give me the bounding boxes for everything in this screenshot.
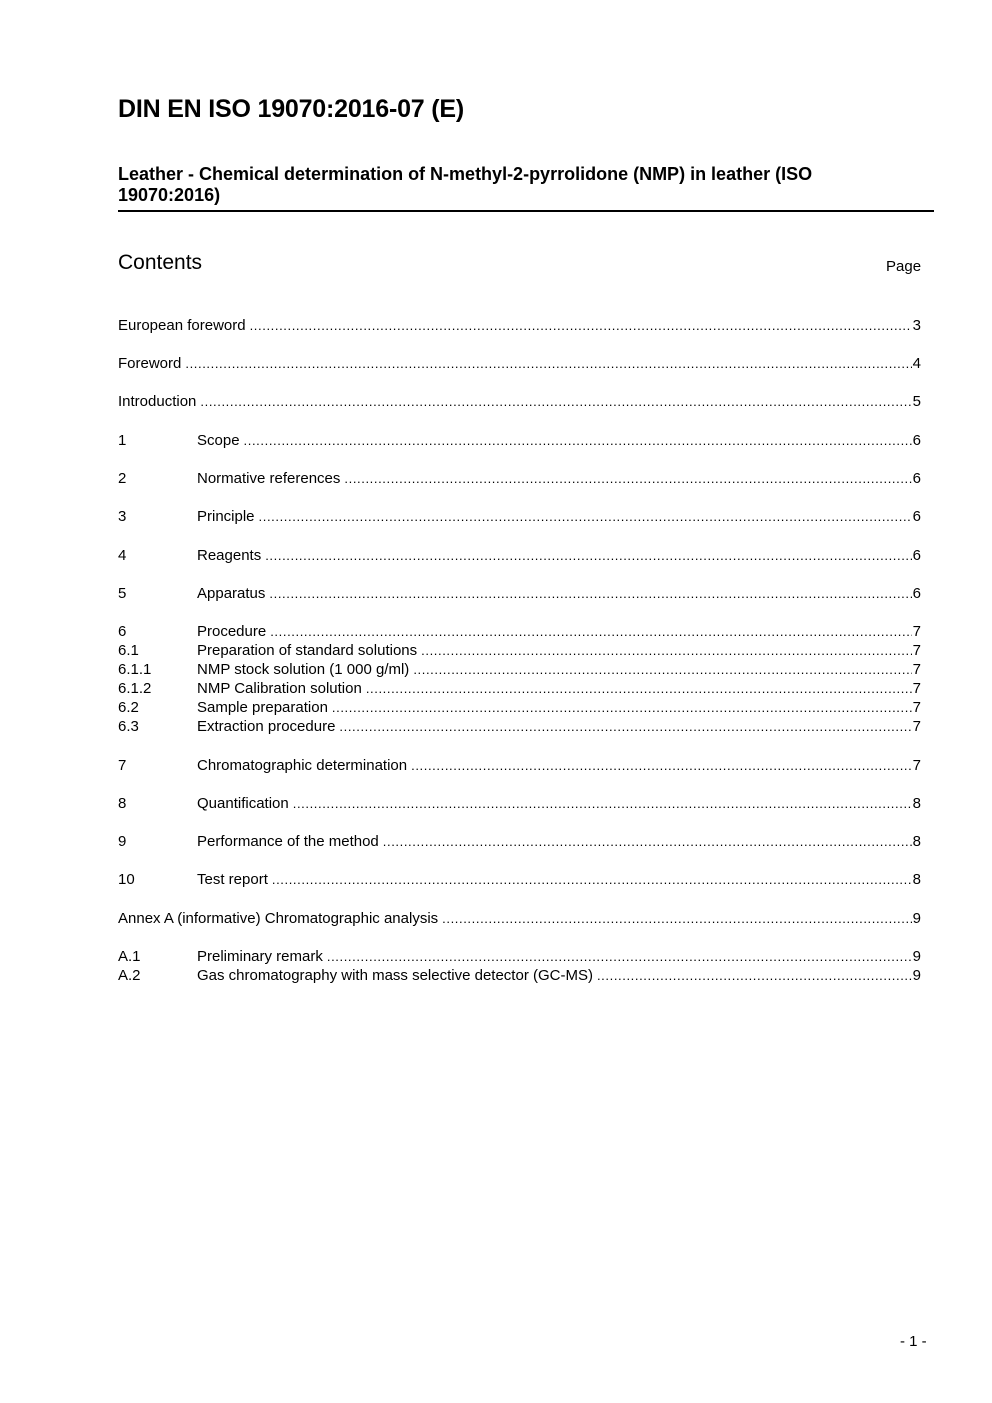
dot-leader xyxy=(339,717,911,736)
dot-leader xyxy=(259,507,912,526)
toc-entry-label: NMP Calibration solution xyxy=(197,680,362,697)
toc-entry-nmp-calibration-solution[interactable] xyxy=(118,679,921,698)
dot-leader xyxy=(244,431,912,450)
toc-entry-label: Foreword xyxy=(118,355,182,372)
toc-entry-page: 7 xyxy=(912,661,921,678)
toc-entry-test-report[interactable] xyxy=(118,870,921,889)
toc-entry-number: 8 xyxy=(118,795,127,812)
toc-entry-label: Chromatographic determination xyxy=(197,757,408,774)
toc-entry-page: 8 xyxy=(912,871,921,888)
toc-entry-label: European foreword xyxy=(118,317,246,334)
toc-entry-number: 3 xyxy=(118,508,127,525)
toc-entry-number: 5 xyxy=(118,585,127,602)
dot-leader xyxy=(411,756,912,775)
toc-entry-number: 6 xyxy=(118,623,127,640)
dot-leader xyxy=(272,870,912,889)
dot-leader xyxy=(421,641,912,660)
toc-entry-number: 4 xyxy=(118,547,127,564)
toc-entry-label: NMP stock solution (1 000 g/ml) xyxy=(197,661,410,678)
toc-entry-label: Procedure xyxy=(197,623,267,640)
dot-leader xyxy=(250,316,912,335)
dot-leader xyxy=(383,832,912,851)
dot-leader xyxy=(265,546,911,565)
toc-entry-page: 8 xyxy=(912,833,921,850)
toc-entry-normative-references[interactable] xyxy=(118,469,921,488)
dot-leader xyxy=(200,392,911,411)
toc-entry-page: 6 xyxy=(912,547,921,564)
toc-entry-number: 1 xyxy=(118,432,127,449)
toc-entry-foreword[interactable] xyxy=(118,354,921,373)
toc-entry-page: 6 xyxy=(912,508,921,525)
dot-leader xyxy=(413,660,911,679)
toc-entry-page: 7 xyxy=(912,757,921,774)
dot-leader xyxy=(269,584,911,603)
toc-entry-page: 6 xyxy=(912,585,921,602)
toc-entry-page: 7 xyxy=(912,642,921,659)
toc-entry-page: 9 xyxy=(912,910,921,927)
toc-entry-number: A.2 xyxy=(118,967,141,984)
dot-leader xyxy=(332,698,912,717)
title-divider xyxy=(118,210,934,212)
toc-entry-number: 9 xyxy=(118,833,127,850)
toc-entry-label: Apparatus xyxy=(197,585,266,602)
toc-entry-procedure[interactable] xyxy=(118,622,921,641)
toc-entry-page: 7 xyxy=(912,680,921,697)
toc-entry-number: 10 xyxy=(118,871,135,888)
toc-entry-page: 7 xyxy=(912,623,921,640)
toc-entry-number: A.1 xyxy=(118,948,141,965)
toc-entry-label: Preliminary remark xyxy=(197,948,323,965)
contents-heading: Contents xyxy=(118,251,203,274)
toc-entry-annex-a[interactable] xyxy=(118,909,921,928)
toc-entry-label: Extraction procedure xyxy=(197,718,336,735)
toc-entry-performance-of-the-method[interactable] xyxy=(118,832,921,851)
toc-entry-extraction-procedure[interactable] xyxy=(118,717,921,736)
toc-entry-number: 6.1.1 xyxy=(118,661,152,678)
toc-entry-number: 2 xyxy=(118,470,127,487)
toc-entry-nmp-stock-solution[interactable] xyxy=(118,660,921,679)
dot-leader xyxy=(327,947,912,966)
toc-entry-page: 5 xyxy=(912,393,921,410)
toc-entry-number: 6.3 xyxy=(118,718,139,735)
toc-entry-scope[interactable] xyxy=(118,431,921,450)
dot-leader xyxy=(185,354,911,373)
toc-entry-quantification[interactable] xyxy=(118,794,921,813)
toc-entry-label: Normative references xyxy=(197,470,341,487)
toc-entry-page: 4 xyxy=(912,355,921,372)
toc-entry-gc-ms[interactable] xyxy=(118,966,921,985)
document-title: Leather - Chemical determination of N-methyl-2-pyrrolidone (NMP) in leather (ISO 19070:2016) xyxy=(118,164,813,205)
toc-entry-page: 3 xyxy=(912,317,921,334)
page-column-label: Page xyxy=(886,258,922,275)
dot-leader xyxy=(442,909,912,928)
toc-entry-apparatus[interactable] xyxy=(118,584,921,603)
toc-entry-preliminary-remark[interactable] xyxy=(118,947,921,966)
toc-entry-number: 6.1 xyxy=(118,642,139,659)
toc-entry-page: 6 xyxy=(912,470,921,487)
dot-leader xyxy=(270,622,911,641)
toc-entry-page: 9 xyxy=(912,948,921,965)
toc-entry-chromatographic-determination[interactable] xyxy=(118,756,921,775)
toc-entry-label: Sample preparation xyxy=(197,699,328,716)
toc-entry-page: 9 xyxy=(912,967,921,984)
toc-entry-preparation-of-standard-solutions[interactable] xyxy=(118,641,921,660)
toc-entry-page: 8 xyxy=(912,795,921,812)
toc-entry-principle[interactable] xyxy=(118,507,921,526)
toc-entry-page: 7 xyxy=(912,718,921,735)
document-id: DIN EN ISO 19070:2016-07 (E) xyxy=(118,95,464,123)
toc-entry-reagents[interactable] xyxy=(118,546,921,565)
toc-entry-number: 6.2 xyxy=(118,699,139,716)
toc-entry-page: 7 xyxy=(912,699,921,716)
toc-entry-introduction[interactable] xyxy=(118,392,921,411)
toc-entry-label: Gas chromatography with mass selective detector (GC-MS) xyxy=(197,967,593,984)
toc-entry-label: Introduction xyxy=(118,393,197,410)
dot-leader xyxy=(293,794,912,813)
dot-leader xyxy=(366,679,912,698)
toc-entry-label: Scope xyxy=(197,432,240,449)
toc-entry-label: Reagents xyxy=(197,547,262,564)
toc-entry-number: 6.1.2 xyxy=(118,680,152,697)
toc-entry-european-foreword[interactable] xyxy=(118,316,921,335)
page-number: - 1 - xyxy=(900,1333,927,1350)
toc-entry-page: 6 xyxy=(912,432,921,449)
dot-leader xyxy=(597,966,912,985)
toc-entry-label: Principle xyxy=(197,508,255,525)
toc-entry-label: Annex A (informative) Chromatographic analysis xyxy=(118,910,439,927)
toc-entry-label: Quantification xyxy=(197,795,289,812)
toc-entry-sample-preparation[interactable] xyxy=(118,698,921,717)
toc-entry-label: Preparation of standard solutions xyxy=(197,642,418,659)
toc-entry-label: Test report xyxy=(197,871,268,888)
toc-entry-label: Performance of the method xyxy=(197,833,379,850)
dot-leader xyxy=(344,469,911,488)
toc-entry-number: 7 xyxy=(118,757,127,774)
